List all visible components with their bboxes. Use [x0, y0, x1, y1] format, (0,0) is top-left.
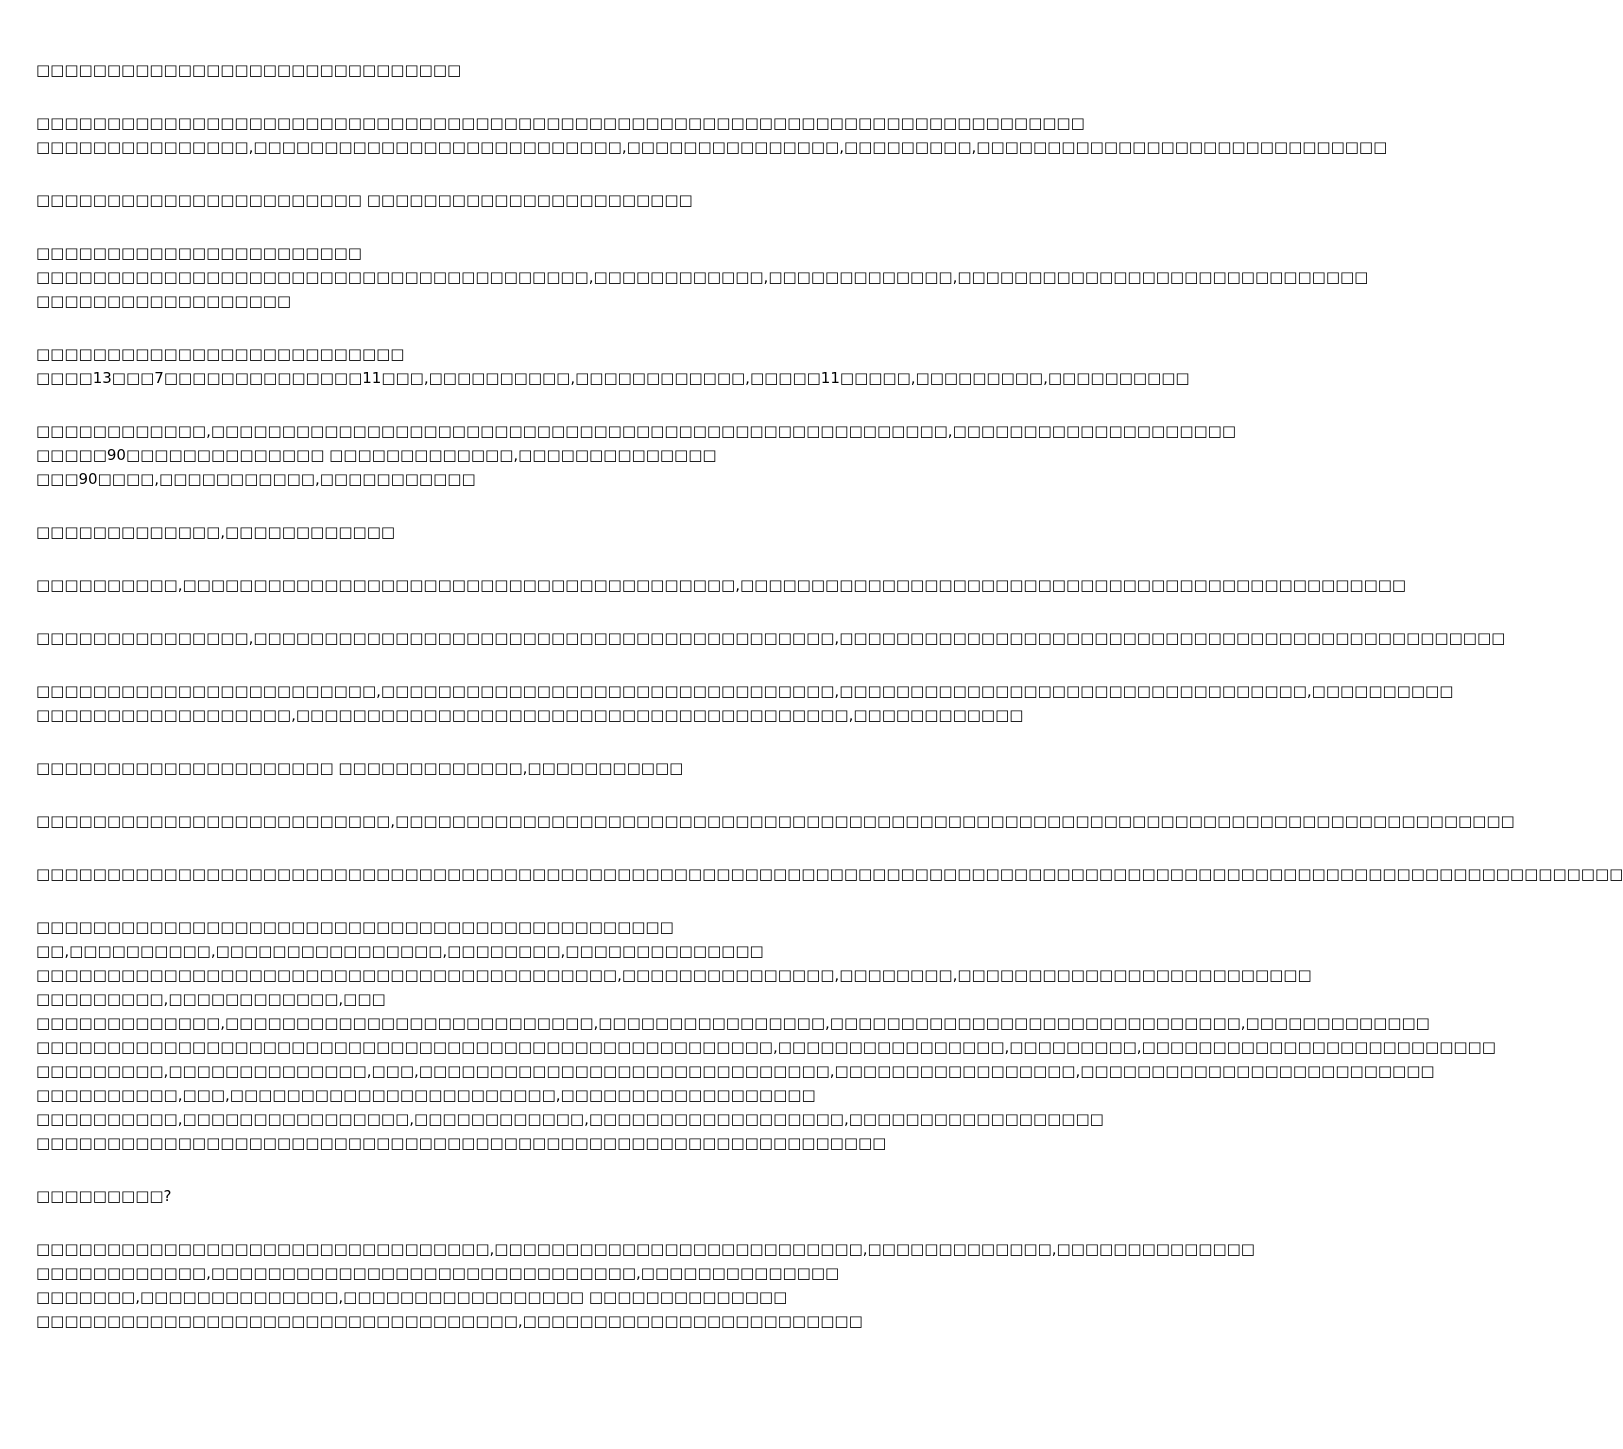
text-line: □□□□□□□□□□□□□□□□□□□□□□□□,□□□□□□□□□□□□□□□□□□□□□□□□□□□□□□□□,□□□□□□□□□□□□□□□□□□□□□□□□□□□□□□□□□,□□□□□□□□□□ — [36, 682, 1454, 700]
text-line: □□□□□□□□□□□□□□□□□□□□□□□□□□□□□□□□□□□□□□□□□□□□□□□□□□□□,□□□□□□□□□□□□□□□□,□□□□□□□□□,□□□□□□□□□□□□□□□□□□□□□□□□□ — [36, 1038, 1496, 1056]
text-line: □□□□□□□□□□□□□□□□□□□□□□□□□□□□□□ — [36, 61, 462, 79]
paragraph — [36, 626, 1506, 650]
paragraph — [36, 862, 1623, 886]
text-line: □□□□□□□□□□□□□,□□□□□□□□□□□□ — [36, 523, 396, 541]
paragraph — [36, 58, 990, 82]
text-line: □□□□□□□,□□□□□□□□□□□□□□,□□□□□□□□□□□□□□□□□ □□□□□□□□□□□□□□ — [36, 1288, 788, 1306]
text-line: □□□□□□□□□□□□□□□□□□□□□□□□□,□□□□□□□□□□□□□□□□□□□□□□□□□□□□□□□□□□□□□□□□□□□□□□□□□□□□□□□□□□□□□□□□□□□□□□□□□□□□□□□ — [36, 812, 1515, 830]
text-line: □□□□□□□□□□□□□□□□□□□□□□□□□□□□□□□□□□□□□□□□□□□□□□□□□□□□□□□□□□□□□□□□□□□□□□□□□□□□□□□□□□□□□□□□□□□□□□□□□□□□□□□□□□□□□□□□ — [36, 865, 1623, 883]
text-line: □□□□□□□□□□□□□□□□□□□□□□□□□□□□□□□□□□□□□□□□□□□□□□□□□□□□□□□□□□□□ — [36, 1134, 887, 1152]
text-line: □□□□□□□□□□□□□□□□□□ — [36, 292, 292, 310]
paragraph — [36, 188, 990, 212]
paragraph — [36, 520, 990, 544]
paragraph — [36, 241, 1369, 313]
text-line: □□□90□□□□,□□□□□□□□□□□,□□□□□□□□□□□ — [36, 470, 476, 488]
text-line: □□□□□□□□□□□□□□□□□□□□□□□□□□□□□□□□□□□□□□□,□□□□□□□□□□□□,□□□□□□□□□□□□□,□□□□□□□□□□□□□□□□□□□□□□□□□□□□□ — [36, 268, 1369, 286]
text-line: □□□□□□□□□□□□,□□□□□□□□□□□□□□□□□□□□□□□□□□□□□□□□□□□□□□□□□□□□□□□□□□□□,□□□□□□□□□□□□□□□□□□□□ — [36, 422, 1237, 440]
text-line: □□□□13□□□7□□□□□□□□□□□□□□11□□□,□□□□□□□□□□,□□□□□□□□□□□□,□□□□□11□□□□□,□□□□□□□□□,□□□□□□□□□□ — [36, 369, 1190, 387]
text-line: □□□□□□□□□□□□□,□□□□□□□□□□□□□□□□□□□□□□□□□□,□□□□□□□□□□□□□□□□,□□□□□□□□□□□□□□□□□□□□□□□□□□□□□,□□□□□□□□□□□□□ — [36, 1014, 1430, 1032]
document-body — [36, 58, 1623, 1362]
text-line: □□□□□□□□□,□□□□□□□□□□□□,□□□ — [36, 990, 386, 1008]
text-line: □□□□□90□□□□□□□□□□□□□□ □□□□□□□□□□□□□,□□□□□□□□□□□□□□ — [36, 446, 717, 464]
text-line: □□□□□□□□□□□□□□□,□□□□□□□□□□□□□□□□□□□□□□□□□□,□□□□□□□□□□□□□□□,□□□□□□□□□,□□□□□□□□□□□□□□□□□□□□□□□□□□□□□ — [36, 138, 1388, 156]
paragraph — [36, 756, 990, 780]
text-line: □□□□□□□□□□□□□□□□□□□□□□□□□□□□□□□□□□□□□□□□□,□□□□□□□□□□□□□□□,□□□□□□□□,□□□□□□□□□□□□□□□□□□□□□□□□□ — [36, 966, 1312, 984]
text-line: □□□□□□□□□□□□□□□□□□□□□□□□□□□□□□□□□□□□□□□□□□□□□ — [36, 918, 674, 936]
paragraph — [36, 809, 1515, 833]
paragraph — [36, 679, 1454, 727]
text-line: □□□□□□□□□□□□□□□□□□□□□□□□□□□□□□□□□□□□□□□□□□□□□□□□□□□□□□□□□□□□□□□□□□□□□□□□□□ — [36, 114, 1085, 132]
paragraph — [36, 1184, 990, 1208]
paragraph — [36, 573, 1407, 597]
text-line: □□□□□□□□□□,□□□□□□□□□□□□□□□□,□□□□□□□□□□□□,□□□□□□□□□□□□□□□□□□,□□□□□□□□□□□□□□□□□□ — [36, 1110, 1104, 1128]
paragraph — [36, 915, 1496, 1155]
text-line: □□□□□□□□□□□□□□□,□□□□□□□□□□□□□□□□□□□□□□□□□□□□□□□□□□□□□□□□□,□□□□□□□□□□□□□□□□□□□□□□□□□□□□□□□□□□□□□□□□□□□□□□□ — [36, 629, 1506, 647]
text-line: □□□□□□□□□□□□□□□□□□□□□ □□□□□□□□□□□□□,□□□□□□□□□□□ — [36, 759, 684, 777]
text-line: □□□□□□□□□□□□□□□□□□□□□□□ — [36, 244, 362, 262]
text-line: □□□□□□□□□□□□□□□□□□□□□□□□□□ — [36, 345, 405, 363]
paragraph — [36, 1237, 1255, 1333]
text-line: □□□□□□□□□□□□□□□□□□□□□□□□□□□□□□□□□□,□□□□□□□□□□□□□□□□□□□□□□□□ — [36, 1312, 863, 1330]
text-line: □□□□□□□□□□,□□□□□□□□□□□□□□□□□□□□□□□□□□□□□□□□□□□□□□□,□□□□□□□□□□□□□□□□□□□□□□□□□□□□□□□□□□□□□□□□□□□□□□□ — [36, 576, 1407, 594]
text-line: □□□□□□□□□□□□□□□□□□□□□□□□□□□□□□□□,□□□□□□□□□□□□□□□□□□□□□□□□□□,□□□□□□□□□□□□□,□□□□□□□□□□□□□□ — [36, 1240, 1255, 1258]
paragraph — [36, 419, 1237, 491]
text-line: □□□□□□□□□□□□□□□□□□□□□□□ □□□□□□□□□□□□□□□□□□□□□□□ — [36, 191, 693, 209]
paragraph — [36, 111, 1388, 159]
paragraph — [36, 342, 1190, 390]
text-line: □□□□□□□□□,□□□□□□□□□□□□□□,□□□,□□□□□□□□□□□□□□□□□□□□□□□□□□□□□,□□□□□□□□□□□□□□□□□,□□□□□□□□□□□□□□□□□□□□□□□□□ — [36, 1062, 1435, 1080]
text-line: □□□□□□□□□□,□□□,□□□□□□□□□□□□□□□□□□□□□□□,□□□□□□□□□□□□□□□□□□ — [36, 1086, 816, 1104]
text-line: □□,□□□□□□□□□□,□□□□□□□□□□□□□□□□,□□□□□□□□,□□□□□□□□□□□□□□ — [36, 942, 764, 960]
text-line: □□□□□□□□□□□□□□□□□□,□□□□□□□□□□□□□□□□□□□□□□□□□□□□□□□□□□□□□□□,□□□□□□□□□□□□ — [36, 706, 1024, 724]
text-line: □□□□□□□□□? — [36, 1187, 172, 1205]
text-line: □□□□□□□□□□□□,□□□□□□□□□□□□□□□□□□□□□□□□□□□□□□,□□□□□□□□□□□□□□ — [36, 1264, 840, 1282]
